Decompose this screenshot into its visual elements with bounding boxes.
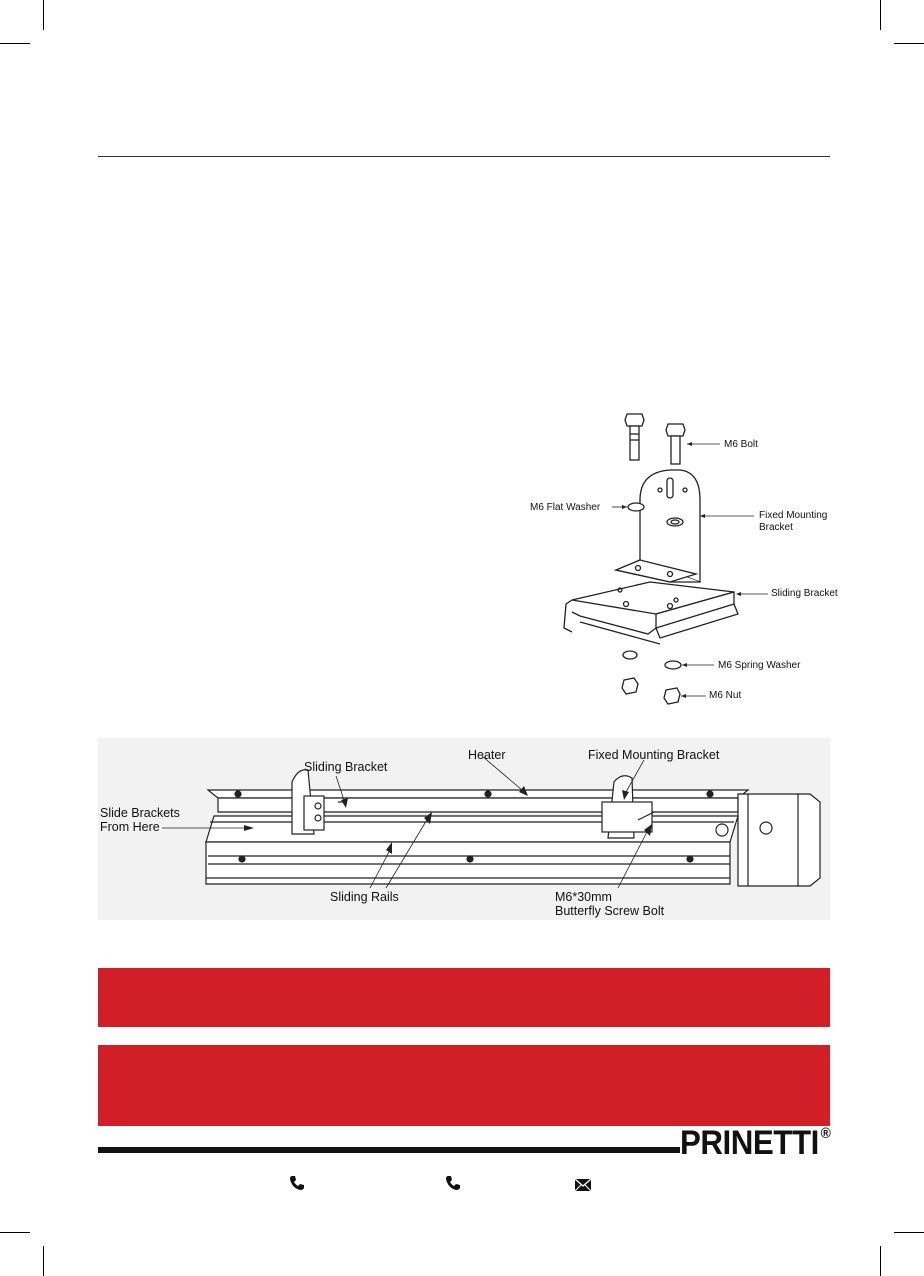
footer-bar — [98, 1147, 680, 1153]
label-fixed-mounting-bracket — [759, 510, 827, 533]
nut-left — [622, 678, 638, 694]
notice-band-2 — [98, 1045, 830, 1126]
heater-rail-diagram — [98, 738, 830, 920]
notice-band-1 — [98, 968, 830, 1027]
label-m6-flat-washer: M6 Flat Washer — [530, 502, 601, 513]
phone-icon — [444, 1174, 462, 1192]
label-sliding-bracket-fig2: Sliding Bracket — [304, 760, 388, 774]
sliding-bracket — [564, 582, 738, 644]
label-m6-nut: M6 Nut — [709, 690, 742, 701]
registered-mark: ® — [820, 1124, 831, 1142]
nut-right — [664, 688, 680, 704]
heater-rail-drawing — [98, 738, 830, 920]
label-m6-spring-washer: M6 Spring Washer — [718, 660, 801, 671]
crop-mark — [894, 1232, 924, 1233]
crop-mark — [43, 1246, 44, 1276]
label-slide-brackets — [100, 806, 180, 835]
label-line: From Here — [100, 820, 160, 835]
crop-mark — [894, 43, 924, 44]
label-heater: Heater — [468, 748, 506, 762]
phone-icon — [288, 1174, 306, 1192]
label-line: Bracket — [759, 521, 793, 533]
fixed-bracket — [616, 470, 700, 582]
label-sliding-rails: Sliding Rails — [330, 890, 399, 904]
label-fixed-mounting-bracket-fig2: Fixed Mounting Bracket — [588, 748, 720, 762]
crop-mark — [880, 1246, 881, 1276]
label-m6-bolt: M6 Bolt — [724, 439, 758, 450]
label-sliding-bracket: Sliding Bracket — [771, 588, 838, 599]
spring-washer — [665, 661, 681, 669]
label-line: Slide Brackets — [100, 806, 180, 820]
mail-icon — [574, 1176, 592, 1194]
crop-mark — [0, 1232, 30, 1233]
bracket-assembly-drawing — [520, 400, 850, 720]
crop-mark — [0, 43, 30, 44]
label-line: Fixed Mounting — [759, 510, 828, 521]
crop-mark — [880, 0, 881, 30]
label-line: M6*30mm — [555, 890, 612, 904]
brand-logo — [680, 1126, 830, 1160]
brand-name: PRINETTI — [680, 1124, 819, 1162]
flat-washer — [628, 503, 644, 511]
label-butterfly-screw-bolt — [555, 890, 664, 919]
header-rule — [98, 156, 830, 157]
bolt-left — [625, 414, 644, 460]
crop-mark — [43, 0, 44, 30]
washer-left — [623, 651, 637, 659]
label-line: Butterfly Screw Bolt — [555, 904, 665, 919]
bolt-right — [666, 424, 685, 464]
bracket-assembly-diagram — [520, 400, 850, 720]
